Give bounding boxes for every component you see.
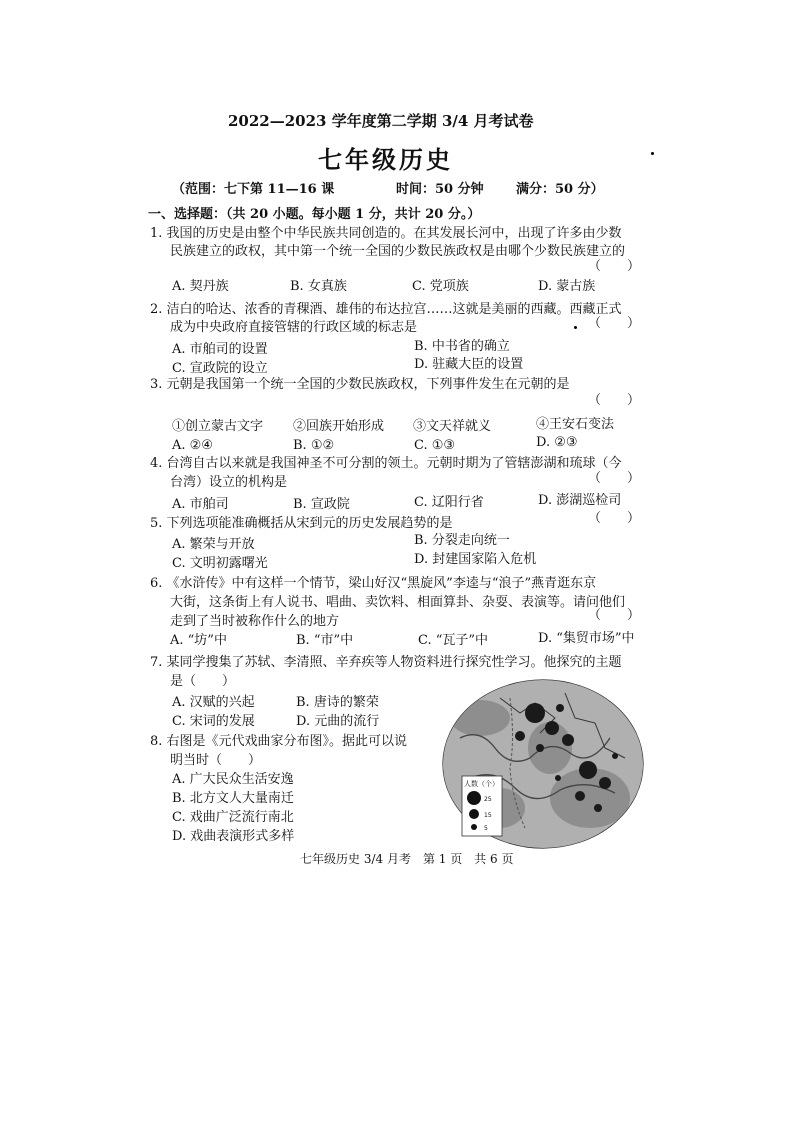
q6-option-d: D. “集贸市场”中 bbox=[538, 631, 635, 646]
scope-text: （范围：七下第 11—16 课 bbox=[172, 182, 335, 197]
q6-stem-line3: 走到了当时被称作什么的地方 bbox=[170, 614, 340, 629]
q2-option-c: C. 宣政院的设立 bbox=[172, 361, 268, 376]
q3-event-3: ③文天祥就义 bbox=[413, 419, 492, 434]
q8-option-c: C. 戏曲广泛流行南北 bbox=[172, 810, 294, 825]
q2-option-d: D. 驻藏大臣的设置 bbox=[414, 357, 524, 372]
q8-option-a: A. 广大民众生活安逸 bbox=[172, 772, 294, 787]
q4-option-a: A. 市舶司 bbox=[172, 497, 229, 512]
q5-option-d: D. 封建国家陷入危机 bbox=[414, 552, 537, 567]
q1-option-c: C. 党项族 bbox=[412, 279, 469, 294]
q1-answer-blank: （ ） bbox=[588, 259, 641, 274]
q2-answer-blank: （ ） bbox=[588, 316, 641, 331]
q3-event-2: ②回族开始形成 bbox=[293, 419, 385, 434]
q4-stem-line2: 台湾）设立的机构是 bbox=[170, 475, 288, 490]
q8-stem-line2: 明当时（ ） bbox=[170, 753, 262, 768]
map-legend-title: 人数（个） bbox=[464, 780, 499, 788]
q3-answer-blank: （ ） bbox=[588, 393, 641, 408]
q1-stem-line2: 民族建立的政权，其中第一个统一全国的少数民族政权是由哪个少数民族建立的 bbox=[170, 244, 626, 259]
q6-answer-blank: （ ） bbox=[588, 608, 641, 623]
q7-option-d: D. 元曲的流行 bbox=[296, 714, 380, 729]
q6-option-a: A. “坊”中 bbox=[170, 633, 227, 648]
score-text: 满分：50 分） bbox=[516, 182, 604, 197]
q8-option-d: D. 戏曲表演形式多样 bbox=[172, 829, 295, 844]
q3-event-4: ④王安石变法 bbox=[536, 417, 615, 432]
q5-stem-line1: 5. 下列选项能准确概括从宋到元的历史发展趋势的是 bbox=[150, 516, 453, 531]
q1-option-a: A. 契丹族 bbox=[172, 279, 229, 294]
q8-stem-line1: 8. 右图是《元代戏曲家分布图》。据此可以说 bbox=[150, 734, 408, 749]
q5-option-c: C. 文明初露曙光 bbox=[172, 556, 268, 571]
q7-option-a: A. 汉赋的兴起 bbox=[172, 695, 255, 710]
q4-option-c: C. 辽阳行省 bbox=[414, 495, 484, 510]
q4-stem-line1: 4. 台湾自古以来就是我国神圣不可分割的领土。元朝时期为了管辖澎湖和琉球（今 bbox=[150, 456, 622, 471]
q3-event-1: ①创立蒙古文字 bbox=[172, 419, 264, 434]
section-heading: 一、选择题：（共 20 小题。每小题 1 分，共计 20 分。） bbox=[148, 207, 481, 222]
q5-answer-blank: （ ） bbox=[588, 511, 641, 526]
q4-answer-blank: （ ） bbox=[588, 471, 641, 486]
q2-option-a: A. 市舶司的设置 bbox=[172, 342, 268, 357]
q5-option-b: B. 分裂走向统一 bbox=[414, 533, 510, 548]
q6-option-b: B. “市”中 bbox=[296, 633, 354, 648]
q6-option-c: C. “瓦子”中 bbox=[418, 633, 489, 648]
q1-option-b: B. 女真族 bbox=[290, 279, 347, 294]
q2-stem-line1: 2. 洁白的哈达、浓香的青稞酒、雄伟的布达拉宫……这就是美丽的西藏。西藏正式 bbox=[150, 302, 622, 317]
speck bbox=[574, 326, 577, 329]
q1-option-d: D. 蒙古族 bbox=[538, 279, 596, 294]
q4-option-b: B. 宣政院 bbox=[293, 497, 350, 512]
q4-option-d: D. 澎湖巡检司 bbox=[538, 493, 622, 508]
q3-option-a: A. ②④ bbox=[172, 438, 213, 453]
q3-option-b: B. ①② bbox=[293, 438, 335, 453]
opera-composer-distribution-map bbox=[440, 678, 646, 850]
q7-stem-line2: 是（ ） bbox=[170, 674, 236, 689]
q1-stem-line1: 1. 我国的历史是由整个中华民族共同创造的。在其发展长河中，出现了许多由少数 bbox=[150, 226, 622, 241]
time-text: 时间：50 分钟 bbox=[396, 182, 484, 197]
q7-option-c: C. 宋词的发展 bbox=[172, 714, 255, 729]
q2-option-b: B. 中书省的确立 bbox=[414, 339, 510, 354]
q6-stem-line2: 大街，这条街上有人说书、唱曲、卖饮料、相面算卦、杂耍、表演等。请问他们 bbox=[170, 595, 626, 610]
exam-title: 2022—2023 学年度第二学期 3/4 月考试卷 bbox=[228, 112, 534, 130]
map-legend-value-2: 15 bbox=[484, 812, 492, 819]
q3-option-c: C. ①③ bbox=[414, 438, 456, 453]
q2-stem-line2: 成为中央政府直接管辖的行政区域的标志是 bbox=[170, 320, 418, 335]
q5-option-a: A. 繁荣与开放 bbox=[172, 537, 255, 552]
q8-option-b: B. 北方文人大量南迁 bbox=[172, 791, 294, 806]
q6-stem-line1: 6. 《水浒传》中有这样一个情节，梁山好汉“黑旋风”李逵与“浪子”燕青逛东京 bbox=[150, 576, 597, 591]
q3-stem-line1: 3. 元朝是我国第一个统一全国的少数民族政权，下列事件发生在元朝的是 bbox=[150, 377, 570, 392]
map-legend-value-1: 25 bbox=[484, 796, 492, 803]
q7-option-b: B. 唐诗的繁荣 bbox=[296, 695, 379, 710]
q3-option-d: D. ②③ bbox=[536, 435, 578, 450]
q7-stem-line1: 7. 某同学搜集了苏轼、李清照、辛弃疾等人物资料进行探究性学习。他探究的主题 bbox=[150, 655, 622, 670]
subject-title: 七年级历史 bbox=[318, 145, 453, 174]
speck bbox=[651, 152, 654, 155]
page-footer: 七年级历史 3/4 月考 第 1 页 共 6 页 bbox=[300, 852, 514, 866]
map-legend-value-3: 5 bbox=[484, 825, 488, 832]
